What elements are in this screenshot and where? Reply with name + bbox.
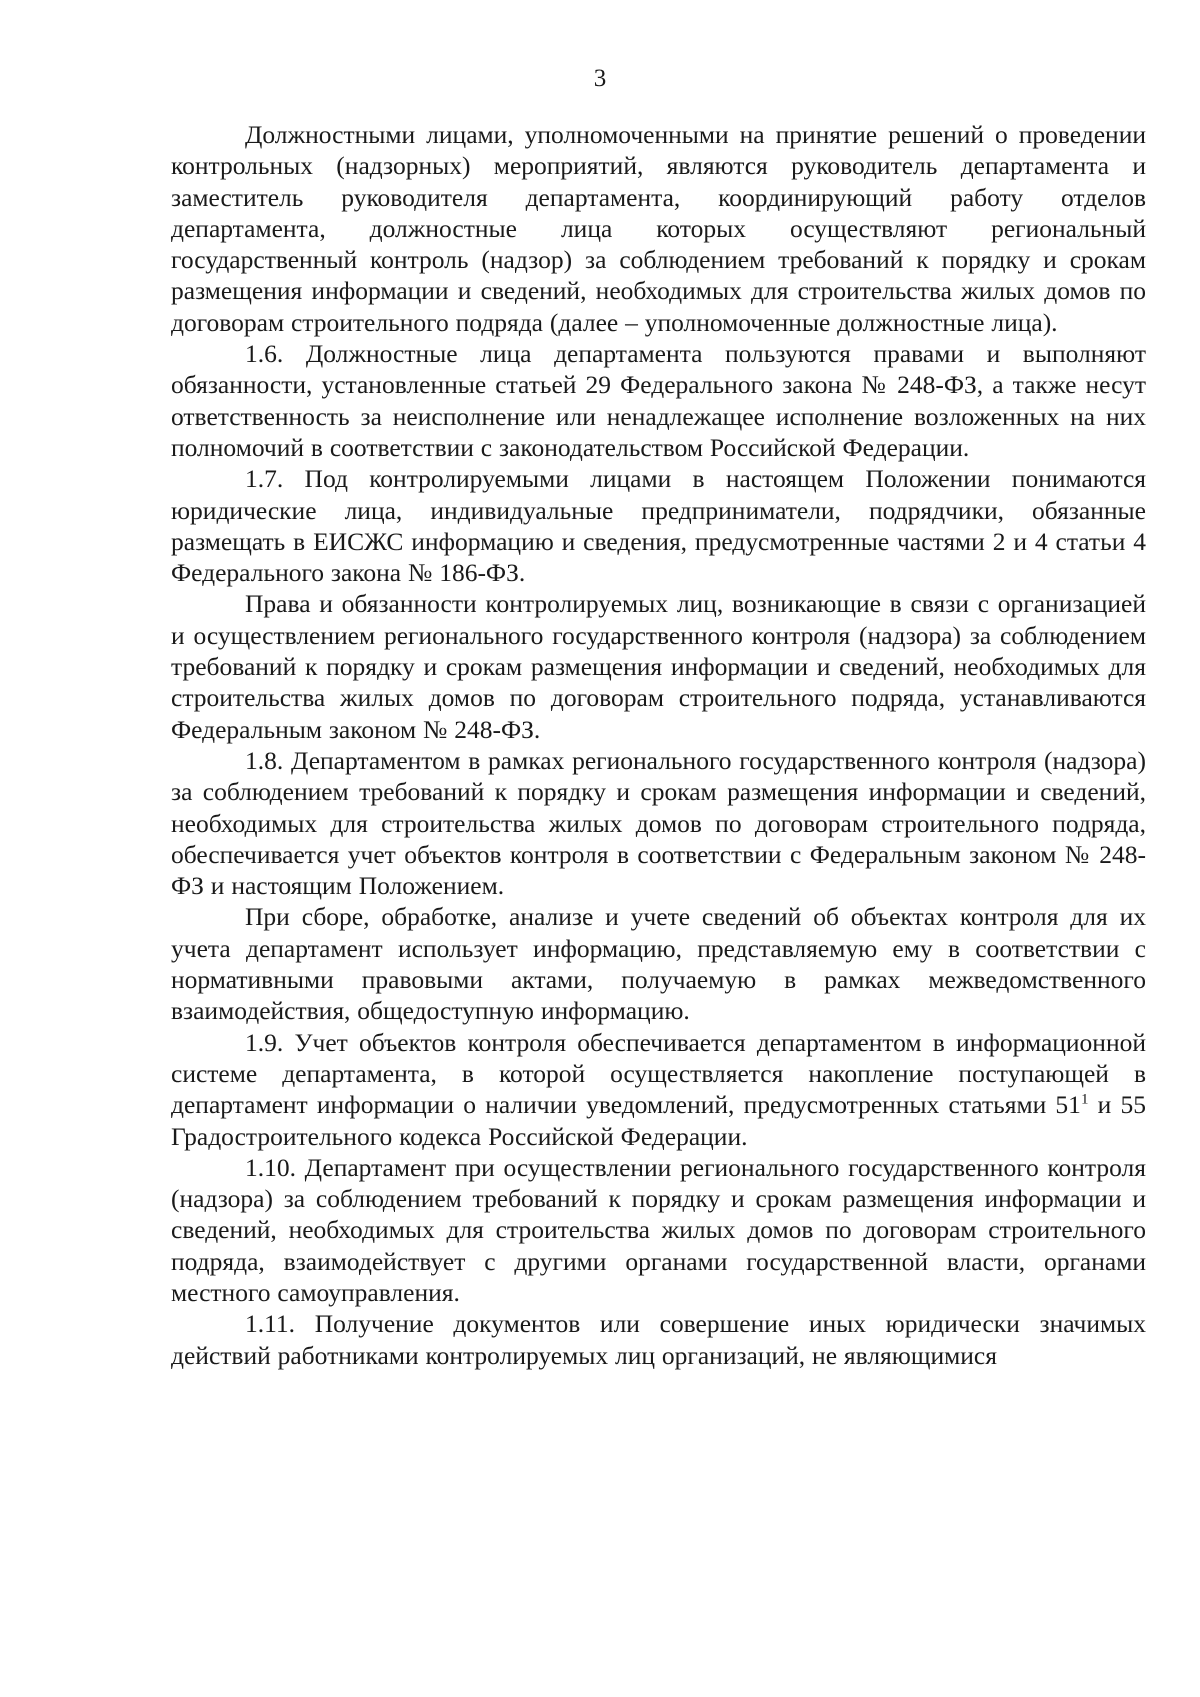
page-number: 3	[593, 65, 607, 92]
superscript-marker: 1	[1080, 1091, 1089, 1108]
paragraph-1-6: 1.6. Должностные лица департамента пользуются правами и выполняют обязанности, установленные статьей 29 Федерального закона № 248-ФЗ, а также несут ответственность за неисполнение или ненадлежащее исполнение возложенных на них полномочий в соответствии с законодательством Российской Федерации.	[171, 339, 1146, 462]
paragraph-rights-obligations: Права и обязанности контролируемых лиц, возникающие в связи с организацией и осуществлением регионального государственного контроля (надзора) за соблюдением требований к порядку и срокам размещения информации и сведений, необходимых для строительства жилых домов по договорам строительного подряда, устанавливаются Федеральным законом № 248-ФЗ.	[171, 589, 1146, 744]
paragraph-1-11: 1.11. Получение документов или совершение иных юридически значимых действий работниками контролируемых лиц организаций, не являющимися	[171, 1309, 1146, 1370]
document-body	[171, 119, 1146, 1371]
paragraph-1-10: 1.10. Департамент при осуществлении регионального государственного контроля (надзора) за соблюдением требований к порядку и срокам размещения информации и сведений, необходимых для строительства жилых домов по договорам строительного подряда, взаимодействует с другими органами государственной власти, органами местного самоуправления.	[171, 1152, 1146, 1307]
paragraph-officials: Должностными лицами, уполномоченными на принятие решений о проведении контрольных (надзорных) мероприятий, являются руководитель департамента и заместитель руководителя департамента, координирующий работу отделов департамента, должностные лица которых осуществляют региональный государственный контроль (надзор) за соблюдением требований к порядку и срокам размещения информации и сведений, необходимых для строительства жилых домов по договорам строительного подряда (далее – уполномоченные должностные лица).	[171, 120, 1146, 337]
paragraph-1-7: 1.7. Под контролируемыми лицами в настоящем Положении понимаются юридические лица, индивидуальные предприниматели, подрядчики, обязанные размещать в ЕИСЖС информацию и сведения, предусмотренные частями 2 и 4 статьи 4 Федерального закона № 186-ФЗ.	[171, 464, 1146, 588]
paragraph-1-9-text-a: 1.9. Учет объектов контроля обеспечивается департаментом в информационной системе департамента, в которой осуществляется накопление поступающей в департамент информации о наличии уведомлений, предусмотренных статьями 51	[171, 1027, 1146, 1120]
paragraph-1-8: 1.8. Департаментом в рамках регионального государственного контроля (надзора) за соблюдением требований к порядку и срокам размещения информации и сведений, необходимых для строительства жилых домов по договорам строительного подряда, обеспечивается учет объектов контроля в соответствии с Федеральным законом № 248-ФЗ и настоящим Положением.	[171, 745, 1146, 901]
paragraph-1-9	[171, 1027, 1146, 1152]
paragraph-data-collection: При сборе, обработке, анализе и учете сведений об объектах контроля для их учета департамент использует информацию, представляемую ему в соответствии с нормативными правовыми актами, получаемую в рамках межведомственного взаимодействия, общедоступную информацию.	[171, 902, 1146, 1026]
paragraph-1-9-text-b: и 55 Градостроительного кодекса Российской Федерации.	[171, 1090, 1146, 1151]
